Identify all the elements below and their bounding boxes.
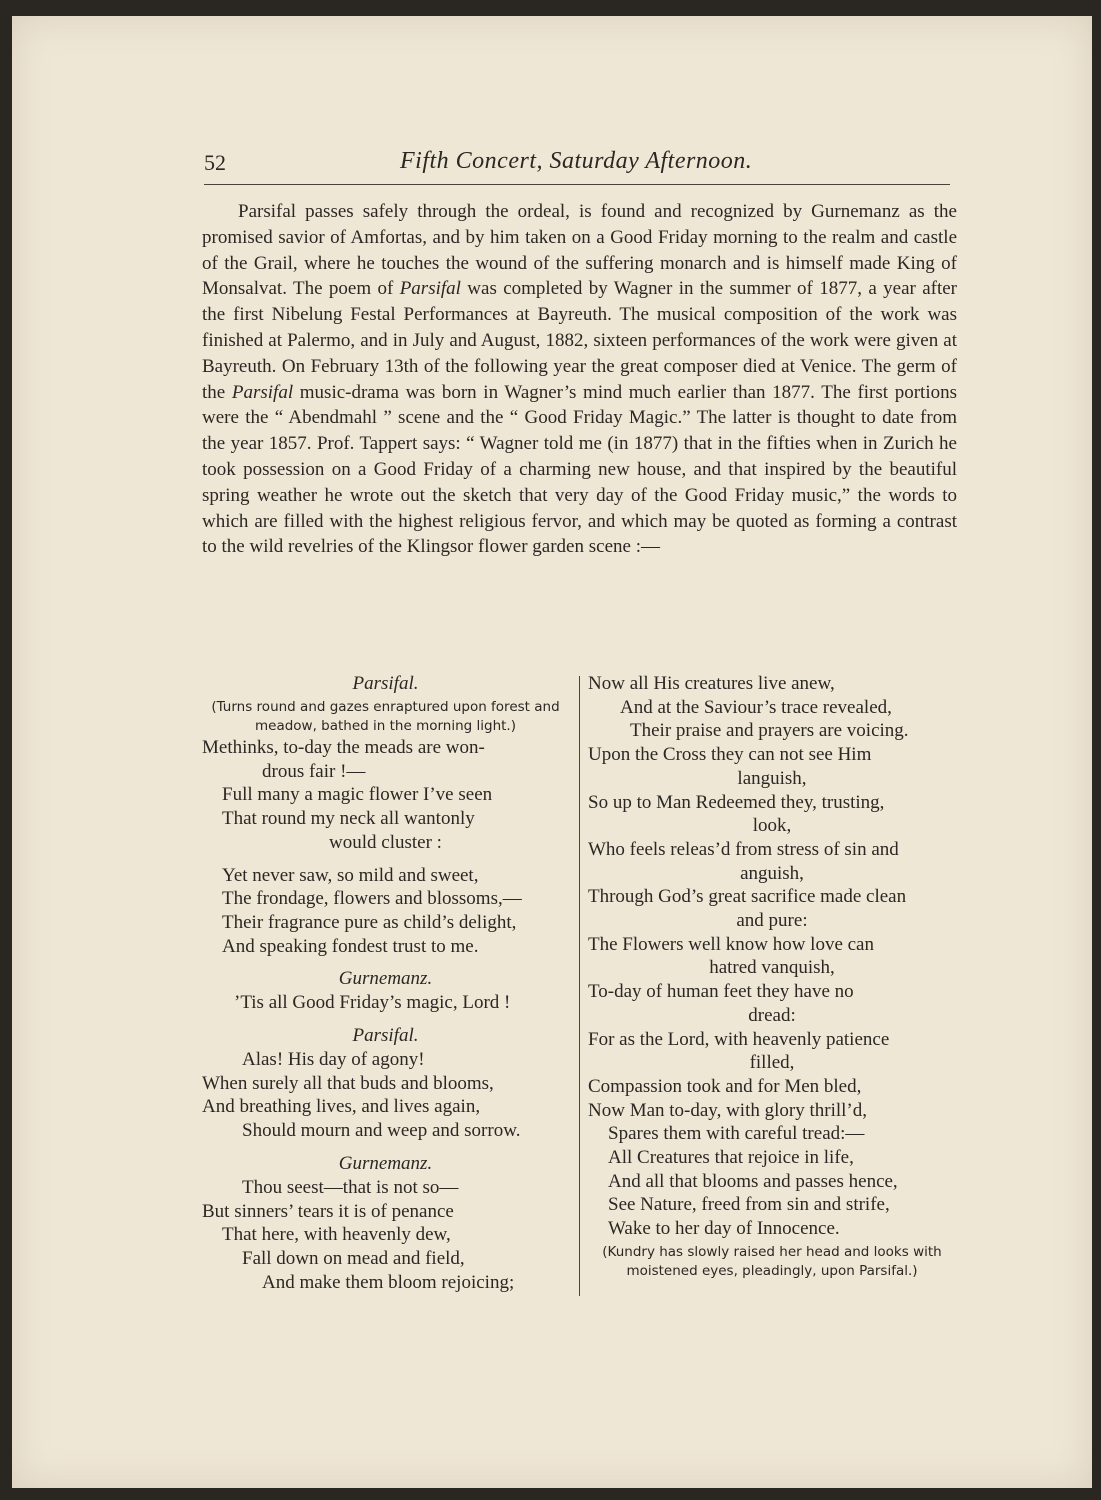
verse-line: Wake to her day of Innocence. xyxy=(608,1218,840,1240)
running-head: Fifth Concert, Saturday Afternoon. xyxy=(400,148,753,174)
speaker-name: Gurnemanz. xyxy=(338,968,433,990)
verse-line: Their praise and prayers are voicing. xyxy=(630,720,909,742)
verse-line: Who feels releas’d from stress of sin and xyxy=(588,838,899,860)
verse-line: anguish, xyxy=(740,862,804,884)
verse-line: To-day of human feet they have no xyxy=(588,981,854,1003)
stage-direction: (Turns round and gazes enraptured upon forest and meadow, bathed in the morning light.) xyxy=(211,699,560,734)
page-number: 52 xyxy=(204,150,226,175)
stage-direction: (Kundry has slowly raised her head and looks with moistened eyes, pleadingly, upon Parsifal.) xyxy=(602,1243,942,1279)
verse-line: Now Man to-day, with glory thrill’d, xyxy=(588,1099,867,1121)
verse-line: Their fragrance pure as child’s delight, xyxy=(222,911,517,933)
prose-segment: was completed by Wagner in the summer of 1877, a year after the first Nibelung Festal Performances at Bayreuth. The musical composition of the work was finished at Palermo, and in July and August, 1882, sixteen performances of the work were given at Bayreuth. On February 13th of the following year the great composer died at Venice. The germ of the xyxy=(202,278,958,403)
verse-line: Should mourn and weep and sorrow. xyxy=(242,1120,521,1142)
libretto-right-column xyxy=(588,672,956,1281)
title-parsifal: Parsifal xyxy=(399,278,461,300)
verse-line: That here, with heavenly dew, xyxy=(222,1224,451,1246)
verse-line: All Creatures that rejoice in life, xyxy=(608,1147,854,1169)
verse-line: Through God’s great sacrifice made clean xyxy=(588,886,907,908)
column-divider xyxy=(579,676,580,1296)
verse-line: Now all His creatures live anew, xyxy=(588,673,835,694)
intro-paragraph xyxy=(202,199,957,560)
libretto-left-column xyxy=(202,672,569,1294)
verse-line: Yet never saw, so mild and sweet, xyxy=(222,864,479,886)
speaker-name: Parsifal. xyxy=(352,673,419,694)
verse-line: But sinners’ tears it is of penance xyxy=(202,1200,454,1222)
verse-line: And all that blooms and passes hence, xyxy=(608,1170,898,1192)
verse-line: And speaking fondest trust to me. xyxy=(222,935,479,957)
verse-line: dread: xyxy=(748,1004,796,1026)
speaker-name: Gurnemanz. xyxy=(338,1152,433,1174)
verse-line: filled, xyxy=(749,1052,795,1074)
verse-line: look, xyxy=(752,815,792,837)
verse-line: Spares them with careful tread:— xyxy=(608,1123,865,1145)
verse-line: Methinks, to-day the meads are won- xyxy=(202,737,485,758)
verse-line: And make them bloom rejoicing; xyxy=(262,1271,515,1293)
verse-line: See Nature, freed from sin and strife, xyxy=(608,1194,890,1216)
verse-line: and pure: xyxy=(736,910,808,932)
verse-line: hatred vanquish, xyxy=(709,957,835,979)
speaker-name: Parsifal. xyxy=(352,1025,419,1047)
verse-line: would cluster : xyxy=(329,831,442,853)
verse-line: So up to Man Redeemed they, trusting, xyxy=(588,791,885,813)
verse-line: Compassion took and for Men bled, xyxy=(588,1075,862,1097)
verse-line: That round my neck all wantonly xyxy=(222,808,475,830)
page-header xyxy=(204,148,950,184)
verse-line: Fall down on mead and field, xyxy=(242,1247,465,1269)
verse-line: Full many a magic flower I’ve seen xyxy=(222,784,493,806)
verse-line: And at the Saviour’s trace revealed, xyxy=(620,696,892,718)
verse-line: And breathing lives, and lives again, xyxy=(202,1096,481,1118)
verse-line: drous fair !— xyxy=(262,760,366,782)
prose-segment: music-drama was born in Wagner’s mind much earlier than 1877. The first portions were the “ Abendmahl ” scene and the “ Good Friday Magic.” The latter is thought to date from the year 1857. Prof. Tappert says: “ Wagner told me (in 1877) that in the fifties when in Zurich he took possession on a Good Friday of a charming new house, and that inspired by the beautiful spring weather he wrote out the sketch that very day of the Good Friday music,” the words to which are filled with the highest religious fervor, and which may be quoted as forming a contrast to the wild revelries of the Klingsor flower garden scene :— xyxy=(202,381,957,558)
verse-line: ’Tis all Good Friday’s magic, Lord ! xyxy=(234,992,511,1014)
title-parsifal: Parsifal xyxy=(231,381,294,403)
verse-line: Upon the Cross they can not see Him xyxy=(588,744,872,766)
verse-line: languish, xyxy=(737,767,807,789)
verse-line: For as the Lord, with heavenly patience xyxy=(588,1028,890,1050)
verse-line: Alas! His day of agony! xyxy=(242,1049,425,1071)
verse-line: Thou seest—that is not so— xyxy=(242,1176,459,1198)
verse-line: The frondage, flowers and blossoms,— xyxy=(222,888,522,910)
verse-line: When surely all that buds and blooms, xyxy=(202,1072,494,1094)
verse-line: The Flowers well know how love can xyxy=(588,933,874,955)
prose-segment: Parsifal passes safely through the ordeal, is found and recognized by Gurnemanz as the promised savior of Amfortas, and by him taken on a Good Friday morning to the realm and castle of the Grail, where he touches the wound of the suffering monarch and is himself made King of Monsalvat. The poem of xyxy=(202,201,957,300)
header-rule xyxy=(204,184,950,185)
